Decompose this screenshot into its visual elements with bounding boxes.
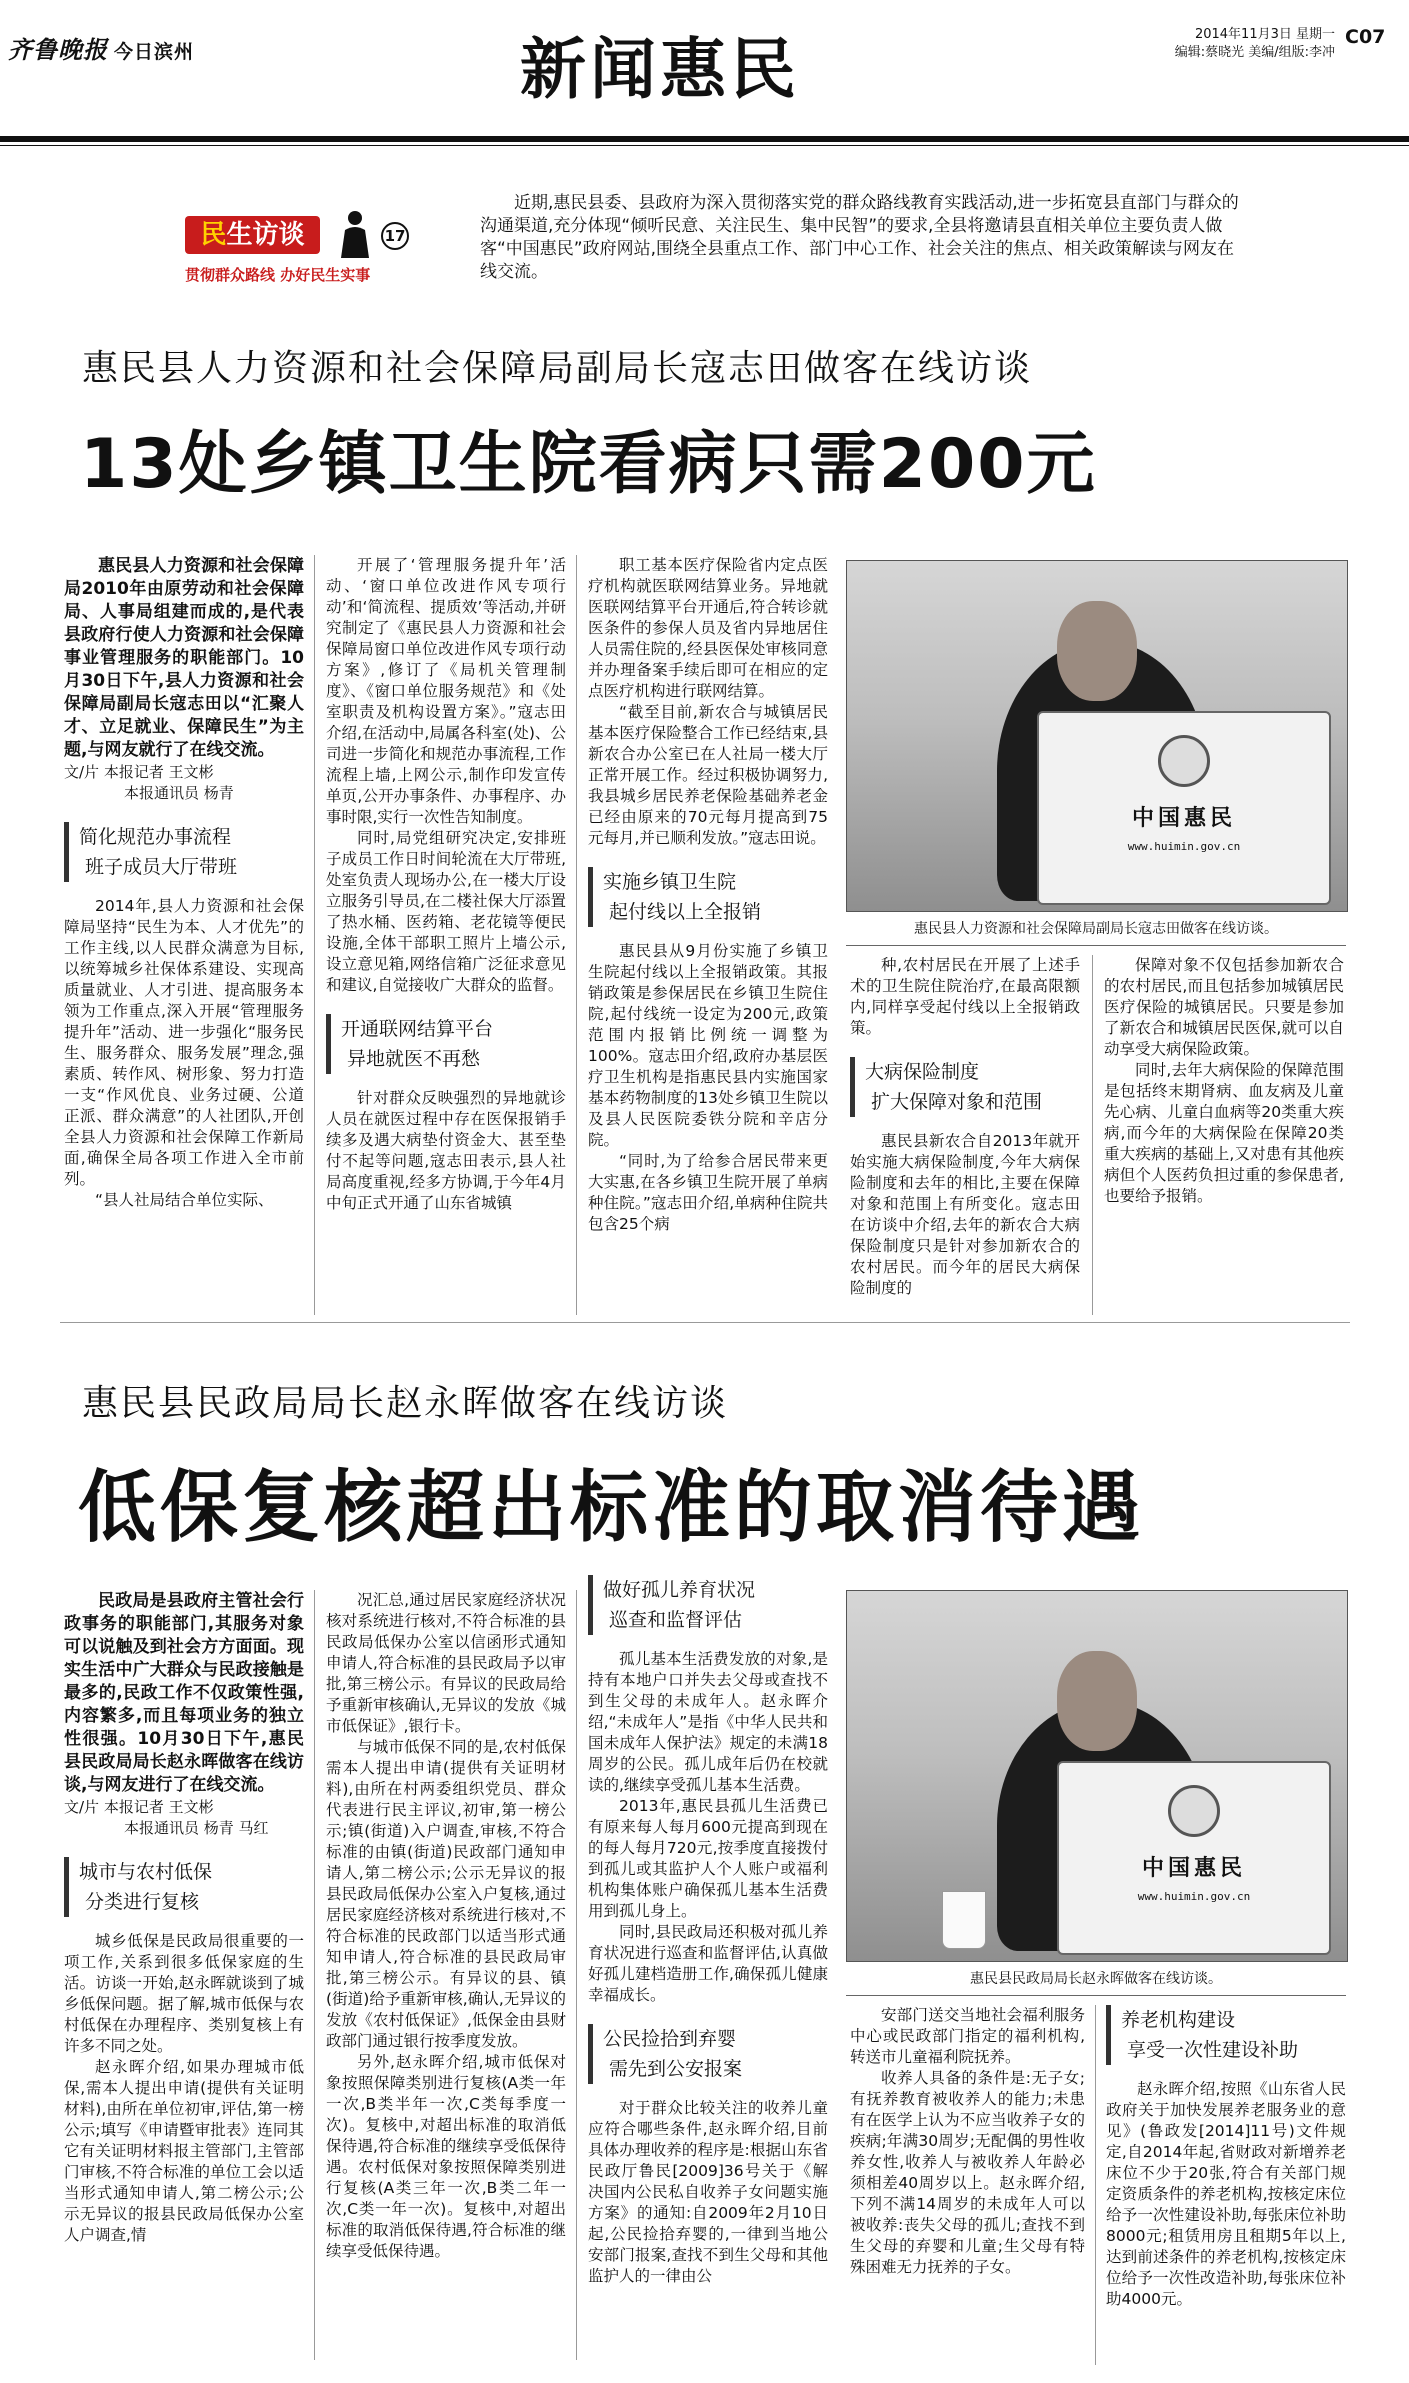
story2-col3-p2: 2013年,惠民县孤儿生活费已有原来每人每月600元提高到现在的每人每月720元,按季度直接拨付到孤儿或其监护人个人账户或福利机构集体账户确保孤儿基本生活费用到孤儿身上。 (588, 1797, 828, 1920)
story2-col4 (850, 2005, 1085, 2278)
story1-col1-tail: “县人社局结合单位实际、 (95, 1191, 274, 1209)
laptop-screen (1037, 711, 1331, 905)
story2-subhead-1: 城市与农村低保 分类进行复核 (64, 1857, 304, 1917)
story2-col5 (1106, 2005, 1346, 2310)
story2-col5-body: 赵永晖介绍,按照《山东省人民政府关于加快发展养老服务业的意见》(鲁政发[2014]11号)文件规定,自2014年起,省财政对新增养老床位不少于20张,符合有关部门规定资质条件的养老机构,按核定床位给予一次性建设补助,每张床位补助8000元;租赁用房且租期5年以上,达到前述条件的养老机构,按核定床位给予一次性改造补助,每张床位补助4000元。 (1106, 2080, 1346, 2308)
header-rule (0, 136, 1409, 142)
emblem-icon (1168, 1785, 1220, 1837)
badge-label: 民生访谈 (185, 216, 320, 254)
story1-col2-body: 开展了‘管理服务提升年’活动、‘窗口单位改进作风专项行动’和‘简流程、提质效’等活动,并研究制定了《惠民县人力资源和社会保障局窗口单位改进作风专项行动方案》,修订了《局机关管理制度》、《窗口单位服务规范》和《处室职责及机构设置方案》。”寇志田介绍,在活动中,局属各科室(处)、公司进一步简化和规范办事流程,工作流程上墙,上网公示,制作印发宣传单页,公开办事条件、办事程序、办事时限,实行一次性告知制度。 (326, 556, 566, 826)
cup-icon (942, 1891, 986, 1949)
laptop-url: www.huimin.gov.cn (1137, 1890, 1251, 1903)
story2-col4-body: 安部门送交当地社会福利服务中心或民政部门指定的福利机构,转送市儿童福利院抚养。 (850, 2006, 1085, 2066)
story2-subhead-3: 公民捡拾到弃婴 需先到公安报案 (588, 2024, 828, 2084)
story2-headline: 低保复核超出标准的取消待遇 (78, 1463, 1145, 1553)
story1-col2 (326, 555, 566, 1214)
laptop-screen (1057, 1761, 1331, 1955)
story1-col2-p3: 针对群众反映强烈的异地就诊人员在就医过程中存在医保报销手续多及遇大病垫付资金大、甚至垫付不起等问题,寇志田表示,县人社局高度重视,经多方协调,于今年4月中旬正式开通了山东省城镇 (326, 1089, 566, 1212)
story1-subhead-3: 实施乡镇卫生院 起付线以上全报销 (588, 867, 828, 927)
date-line: 2014年11月3日 星期一 (1194, 27, 1335, 42)
badge-tagline: 贯彻群众路线 办好民生实事 (185, 266, 371, 284)
column-divider (576, 555, 577, 1315)
story2-col3 (588, 1575, 828, 2287)
column-divider (314, 1590, 315, 2360)
laptop-url: www.huimin.gov.cn (1127, 840, 1241, 853)
story1-photo (846, 560, 1348, 912)
story1-lead: 惠民县人力资源和社会保障局2010年由原劳动和社会保障局、人事局组建而成的,是代表县政府行使人力资源和社会保障事业管理服务的职能部门。10月30日下午,县人力资源和社会保障局副局长寇志田以“汇聚人才、立足就业、保障民生”为主题,与网友就行了在线交流。 (64, 556, 304, 760)
header-meta (1170, 26, 1335, 62)
caption-rule (846, 945, 1346, 946)
column-divider (314, 555, 315, 1315)
story2-col4-p2: 收养人具备的条件是:无子女;有抚养教育被收养人的能力;未患有在医学上认为不应当收养子女的疾病;年满30周岁;无配偶的男性收养女性,收养人与被收养人年龄必须相差40周岁以上。赵永晖介绍,下列不满14周岁的未成年人可以被收养:丧失父母的孤儿;查找不到生父母的弃婴和儿童;生父母有特殊困难无力抚养的子女。 (850, 2069, 1085, 2276)
intro-paragraph: 近期,惠民县委、县政府为深入贯彻落实党的群众路线教育实践活动,进一步拓宽县直部门与群众的沟通渠道,充分体现“倾听民意、关注民生、集中民智”的要求,全县将邀请县直相关单位主要负责人做客“中国惠民”政府网站,围绕全县重点工作、部门中心工作、社会关注的焦点、相关政策解读与网友在线交流。 (480, 193, 1239, 282)
editor-line: 编辑:蔡晓光 美编/组版:李冲 (1174, 45, 1335, 60)
story1-subhead-2: 开通联网结算平台 异地就医不再愁 (326, 1014, 566, 1074)
story1-col5-p2: 同时,去年大病保险的保障范围是包括终末期肾病、血友病及儿童先心病、儿童白血病等20类重大疾病,而今年的大病保险在保障20类重大疾病的基础上,又对患有其他疾病但个人医药负担过重的参保患者,也要给予报销。 (1104, 1061, 1344, 1205)
story1-col4-p2: 惠民县新农合自2013年就开始实施大病保险制度,今年大病保险制度和去年的相比,主要在保障对象和范围上有所变化。寇志田在访谈中介绍,去年的新农合大病保险制度只是针对参加新农合的农村居民。而今年的居民大病保险制度的 (850, 1132, 1080, 1297)
section-title: 新闻惠民 (520, 30, 800, 108)
paper-name: 齐鲁晚报 (8, 35, 108, 64)
story1-col1 (64, 555, 304, 1211)
story1-col3-p2: “截至目前,新农合与城镇居民基本医疗保险整合工作已经结束,县新农合办公室已在人社局一楼大厅正常开展工作。经过积极协调努力,我县城乡居民养老保险基础养老金已经由原来的70元每月提高到75元每月,并已顺利发放。”寇志田说。 (588, 703, 828, 847)
story1-col5 (1104, 955, 1344, 1207)
laptop-text: 中国惠民 (1141, 1856, 1246, 1881)
story2-caption: 惠民县民政局局长赵永晖做客在线访谈。 (970, 1971, 1222, 1987)
speaker-figure-icon (335, 210, 375, 260)
story2-byline: 文/片 本报记者 王文彬 本报通讯员 杨青 马红 (64, 1798, 269, 1837)
newspaper-logo (8, 30, 194, 65)
story1-col3-p4: “同时,为了给参合居民带来更大实惠,在各乡镇卫生院开展了单病种住院。”寇志田介绍,单病种住院共包含25个病 (588, 1152, 828, 1233)
laptop-text: 中国惠民 (1131, 806, 1236, 831)
story-divider (60, 1322, 1350, 1323)
story1-col3-body: 职工基本医疗保险省内定点医疗机构就医联网结算业务。异地就医联网结算平台开通后,符合转诊就医条件的参保人员及省内异地居住人员需住院的,经县医保处审核同意并办理备案手续后即可在相应的定点医疗机构进行联网结算。 (588, 556, 828, 700)
story2-col2-body: 况汇总,通过居民家庭经济状况核对系统进行核对,不符合标准的县民政局低保办公室以信函形式通知申请人,符合标准的县民政局予以审批,第三榜公示。有异议的民政局给予重新审核确认,无异议的发放《城市低保证》,银行卡。 (326, 1591, 566, 1735)
story2-subhead-4: 养老机构建设 享受一次性建设补助 (1106, 2005, 1346, 2065)
interviewee-head (1057, 1651, 1137, 1751)
story1-col2-p2: 同时,局党组研究决定,安排班子成员工作日时间轮流在大厅带班,处室负责人现场办公,在一楼大厅设立服务引导员,在二楼社保大厅添置了热水桶、医药箱、老花镜等便民设施,全体干部职工照片上墙公示,设立意见箱,网络信箱广泛征求意见和建议,自觉接收广大群众的监督。 (326, 829, 566, 994)
story1-subhead-1: 简化规范办事流程 班子成员大厅带班 (64, 822, 304, 882)
story2-col3-body: 孤儿基本生活费发放的对象,是持有本地户口并失去父母或查找不到生父母的未成年人。赵永晖介绍,“未成年人”是指《中华人民共和国未成年人保护法》规定的未满18周岁的公民。孤儿成年后仍在校就读的,继续享受孤儿基本生活费。 (588, 1650, 828, 1794)
page-number: C07 (1345, 26, 1386, 48)
story1-col3 (588, 555, 828, 1235)
story1-col5-body: 保障对象不仅包括参加新农合的农村居民,而且包括参加城镇居民医疗保险的城镇居民。只要是参加了新农合和城镇居民医保,就可以自动享受大病保险政策。 (1104, 956, 1344, 1058)
story1-headline: 13处乡镇卫生院看病只需200元 (80, 425, 1097, 504)
story1-subhead-4: 大病保险制度 扩大保障对象和范围 (850, 1057, 1080, 1117)
story1-col3-p3: 惠民县从9月份实施了乡镇卫生院起付线以上全报销政策。其报销政策是参保居民在乡镇卫生院住院,起付线统一设定为200元,政策范围内报销比例统一调整为100%。寇志田介绍,政府办基层医疗卫生机构是指惠民县内实施国家基本药物制度的13处乡镇卫生院以及县人民医院委铁分院和辛店分院。 (588, 942, 828, 1149)
column-divider (1095, 2005, 1096, 2365)
header-rule-thin (0, 145, 1409, 146)
column-divider (576, 1590, 577, 2360)
caption-rule (846, 1995, 1346, 1996)
story2-col1 (64, 1590, 304, 2246)
emblem-icon (1158, 735, 1210, 787)
story2-kicker: 惠民县民政局局长赵永晖做客在线访谈 (82, 1383, 729, 1424)
interviewee-head (1057, 601, 1137, 701)
story2-col2-p3: 另外,赵永晖介绍,城市低保对象按照保障类别进行复核(A类一年一次,B类半年一次,C类每季度一次)。复核中,对超出标准的取消低保待遇,符合标准的继续享受低保待遇。农村低保对象按照保障类别进行复核(A类三年一次,B类二年一次,C类一年一次)。复核中,对超出标准的取消低保待遇,符合标准的继续享受低保待遇。 (326, 2053, 566, 2260)
story2-photo (846, 1590, 1348, 1962)
story1-byline: 文/片 本报记者 王文彬 本报通讯员 杨青 (64, 763, 234, 802)
story2-col2-p2: 与城市低保不同的是,农村低保需本人提出申请(提供有关证明材料),由所在村两委组织党员、群众代表进行民主评议,初审,第一榜公示;镇(街道)入户调查,审核,不符合标准的由镇(街道)民政部门通知申请人,第二榜公示;公示无异议的报县民政局低保办公室入户复核,通过居民家庭经济核对系统进行核对,不符合标准的民政部门以适当形式通知申请人,符合标准的县民政局审批,第三榜公示。有异议的县、镇(街道)给予重新审核,确认,无异议的发放《农村低保证》,低保金由县财政部门通过银行按季度发放。 (326, 1738, 566, 2050)
story2-col3-p4: 对于群众比较关注的收养儿童应符合哪些条件,赵永晖介绍,目前具体办理收养的程序是:根据山东省民政厅鲁民[2009]36号关于《解决国内公民私自收养子女问题实施方案》的通知:自2009年2月10日起,公民捡拾弃婴的,一律到当地公安部门报案,查找不到生父母和其他监护人的一律由公 (588, 2099, 828, 2285)
story1-caption: 惠民县人力资源和社会保障局副局长寇志田做客在线访谈。 (914, 921, 1278, 937)
story1-kicker: 惠民县人力资源和社会保障局副局长寇志田做客在线访谈 (82, 348, 1033, 389)
story2-col1-p2: 赵永晖介绍,如果办理城市低保,需本人提出申请(提供有关证明材料),由所在单位初审,评估,第一榜公示;填写《申请暨审批表》连同其它有关证明材料报主管部门,主管部门审核,不符合标准的单位工会以适当形式通知申请人,第二榜公示;公示无异议的报县民政局低保办公室人户调查,情 (64, 2058, 304, 2244)
column-divider (1092, 955, 1093, 1315)
edition-name: 今日滨州 (114, 41, 195, 63)
story1-col1-body: 2014年,县人力资源和社会保障局坚持“民生为本、人才优先”的工作主线,以人民群众满意为目标,以统筹城乡社保体系建设、实现高质量就业、人才引进、提高服务本领为工作重点,深入开展“管理服务提升年”活动、进一步强化“服务民生、服务群众、服务发展”理念,强素质、转作风、树形象、努力打造一支“作风优良、业务过硬、公道正派、群众满意”的人社团队,开创全县人力资源和社会保障工作新局面,确保全局各项工作进入全市前列。 (64, 897, 304, 1188)
story2-col1-body: 城乡低保是民政局很重要的一项工作,关系到很多低保家庭的生活。访谈一开始,赵永晖就谈到了城乡低保问题。据了解,城市低保与农村低保在办理程序、类别复核上有许多不同之处。 (64, 1932, 304, 2055)
story1-col4-body: 种,农村居民在开展了上述手术的卫生院住院治疗,在最高限额内,同样享受起付线以上全报销政策。 (850, 956, 1080, 1037)
column-badge (185, 210, 406, 285)
issue-number: 17 (381, 222, 409, 250)
story2-col3-p3: 同时,县民政局还积极对孤儿养育状况进行巡查和监督评估,认真做好孤儿建档造册工作,确保孤儿健康幸福成长。 (588, 1923, 828, 2004)
story2-subhead-2: 做好孤儿养育状况 巡查和监督评估 (588, 1575, 828, 1635)
story1-col4 (850, 955, 1080, 1299)
story2-col2 (326, 1590, 566, 2262)
story2-lead: 民政局是县政府主管社会行政事务的职能部门,其服务对象可以说触及到社会方方面面。现实生活中广大群众与民政接触是最多的,民政工作不仅政策性强,内容繁多,而且每项业务的独立性很强。10月30日下午,惠民县民政局局长赵永晖做客在线访谈,与网友进行了在线交流。 (64, 1591, 304, 1795)
